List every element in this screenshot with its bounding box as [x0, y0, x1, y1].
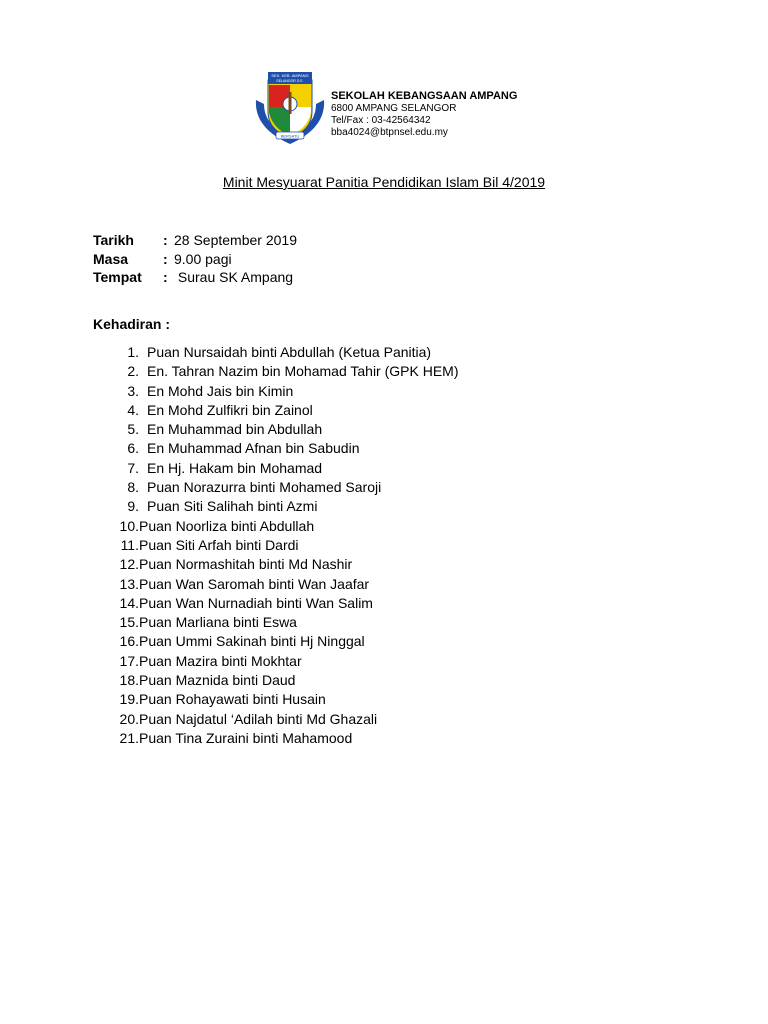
list-item [110, 497, 459, 516]
list-item [110, 439, 459, 458]
attendee-name: Puan Maznida binti Daud [139, 672, 296, 689]
list-item [110, 382, 459, 401]
list-number: 10. [119, 517, 139, 534]
list-item [110, 671, 459, 690]
meta-value: Surau SK Ampang [174, 269, 294, 285]
meta-label: Masa [93, 250, 129, 267]
attendee-name: Puan Najdatul ‘Adilah binti Md Ghazali [139, 710, 378, 727]
school-address: 6800 AMPANG SELANGOR [331, 103, 457, 114]
attendee-name: Puan Mazira binti Mokhtar [139, 652, 302, 669]
attendee-name: Puan Siti Salihah binti Azmi [147, 498, 318, 515]
attendee-name: En Muhammad Afnan bin Sabudin [147, 440, 360, 457]
list-item [110, 594, 459, 613]
attendee-name: Puan Ummi Sakinah binti Hj Ninggal [139, 633, 365, 650]
attendee-name: Puan Tina Zuraini binti Mahamood [139, 729, 353, 746]
attendee-name: En Hj. Hakam bin Mohamad [147, 459, 323, 476]
list-item [110, 729, 459, 748]
meeting-details [93, 231, 297, 287]
meta-row-time [93, 250, 297, 269]
school-email: bba4024@btpnsel.edu.my [331, 127, 448, 138]
list-item [110, 459, 459, 478]
list-number: 3. [127, 382, 139, 399]
list-item [110, 652, 459, 671]
list-item [110, 401, 459, 420]
letterhead [252, 70, 552, 150]
meta-label: Tempat [93, 269, 142, 285]
attendee-name: En Mohd Zulfikri bin Zainol [147, 401, 313, 418]
attendee-name: Puan Wan Nurnadiah binti Wan Salim [139, 594, 373, 611]
list-number: 5. [127, 421, 139, 438]
list-item [110, 517, 459, 536]
attendee-name: Puan Norazurra binti Mohamed Saroji [147, 479, 382, 496]
attendee-name: Puan Rohayawati binti Husain [139, 691, 326, 708]
attendee-name: Puan Siti Arfah binti Dardi [139, 536, 299, 553]
list-number: 18. [119, 672, 139, 689]
attendee-name: Puan Nursaidah binti Abdullah (Ketua Panitia) [147, 344, 432, 360]
meta-value: 28 September 2019 [174, 232, 297, 248]
list-number: 6. [127, 440, 139, 457]
document-title: Minit Mesyuarat Panitia Pendidikan Islam Bil 4/2019 [222, 174, 546, 190]
school-info [331, 90, 517, 139]
meta-value: 9.00 pagi [174, 250, 232, 267]
meta-row-place [93, 268, 297, 287]
list-number: 12. [119, 556, 139, 573]
list-item [110, 536, 459, 555]
list-number: 13. [119, 575, 139, 592]
list-item [110, 575, 459, 594]
attendee-name: Puan Noorliza binti Abdullah [139, 517, 315, 534]
list-item [110, 632, 459, 651]
attendee-name: Puan Marliana binti Eswa [139, 614, 297, 631]
list-number: 19. [119, 691, 139, 708]
meta-row-date [93, 231, 297, 250]
list-number: 1. [127, 344, 139, 360]
school-crest-icon [252, 70, 328, 148]
list-number: 11. [120, 536, 139, 553]
meta-colon: : [163, 269, 168, 285]
list-number: 8. [127, 479, 139, 496]
list-number: 4. [127, 401, 139, 418]
svg-text:SELANGOR D.E.: SELANGOR D.E. [276, 79, 304, 83]
svg-text:SEK. KEB. AMPANG: SEK. KEB. AMPANG [271, 73, 309, 78]
list-item [110, 555, 459, 574]
list-number: 21. [119, 729, 139, 746]
list-item [110, 613, 459, 632]
attendance-list [110, 343, 459, 748]
meta-colon: : [163, 250, 168, 267]
school-name: SEKOLAH KEBANGSAAN AMPANG [331, 90, 518, 102]
list-item [110, 710, 459, 729]
attendance-heading: Kehadiran : [93, 316, 171, 332]
attendee-name: En. Tahran Nazim bin Mohamad Tahir (GPK HEM) [147, 363, 459, 380]
meta-label: Tarikh [93, 232, 134, 248]
list-number: 17. [119, 652, 139, 669]
list-number: 2. [127, 363, 139, 380]
svg-text:BERSATU: BERSATU [280, 133, 300, 139]
attendee-name: En Muhammad bin Abdullah [147, 421, 323, 438]
attendee-name: Puan Normashitah binti Md Nashir [139, 556, 353, 573]
list-item [110, 343, 459, 362]
list-number: 15. [119, 614, 139, 631]
list-number: 9. [127, 498, 139, 515]
list-number: 16. [119, 633, 139, 650]
list-number: 20. [119, 710, 139, 727]
list-number: 7. [127, 459, 139, 476]
list-item [110, 420, 459, 439]
school-telfax: Tel/Fax : 03-42564342 [331, 115, 431, 126]
list-number: 14. [119, 594, 139, 611]
meta-colon: : [163, 232, 168, 248]
list-item [110, 362, 459, 381]
list-item [110, 690, 459, 709]
attendee-name: En Mohd Jais bin Kimin [147, 382, 294, 399]
attendee-name: Puan Wan Saromah binti Wan Jaafar [139, 575, 370, 592]
list-item [110, 478, 459, 497]
